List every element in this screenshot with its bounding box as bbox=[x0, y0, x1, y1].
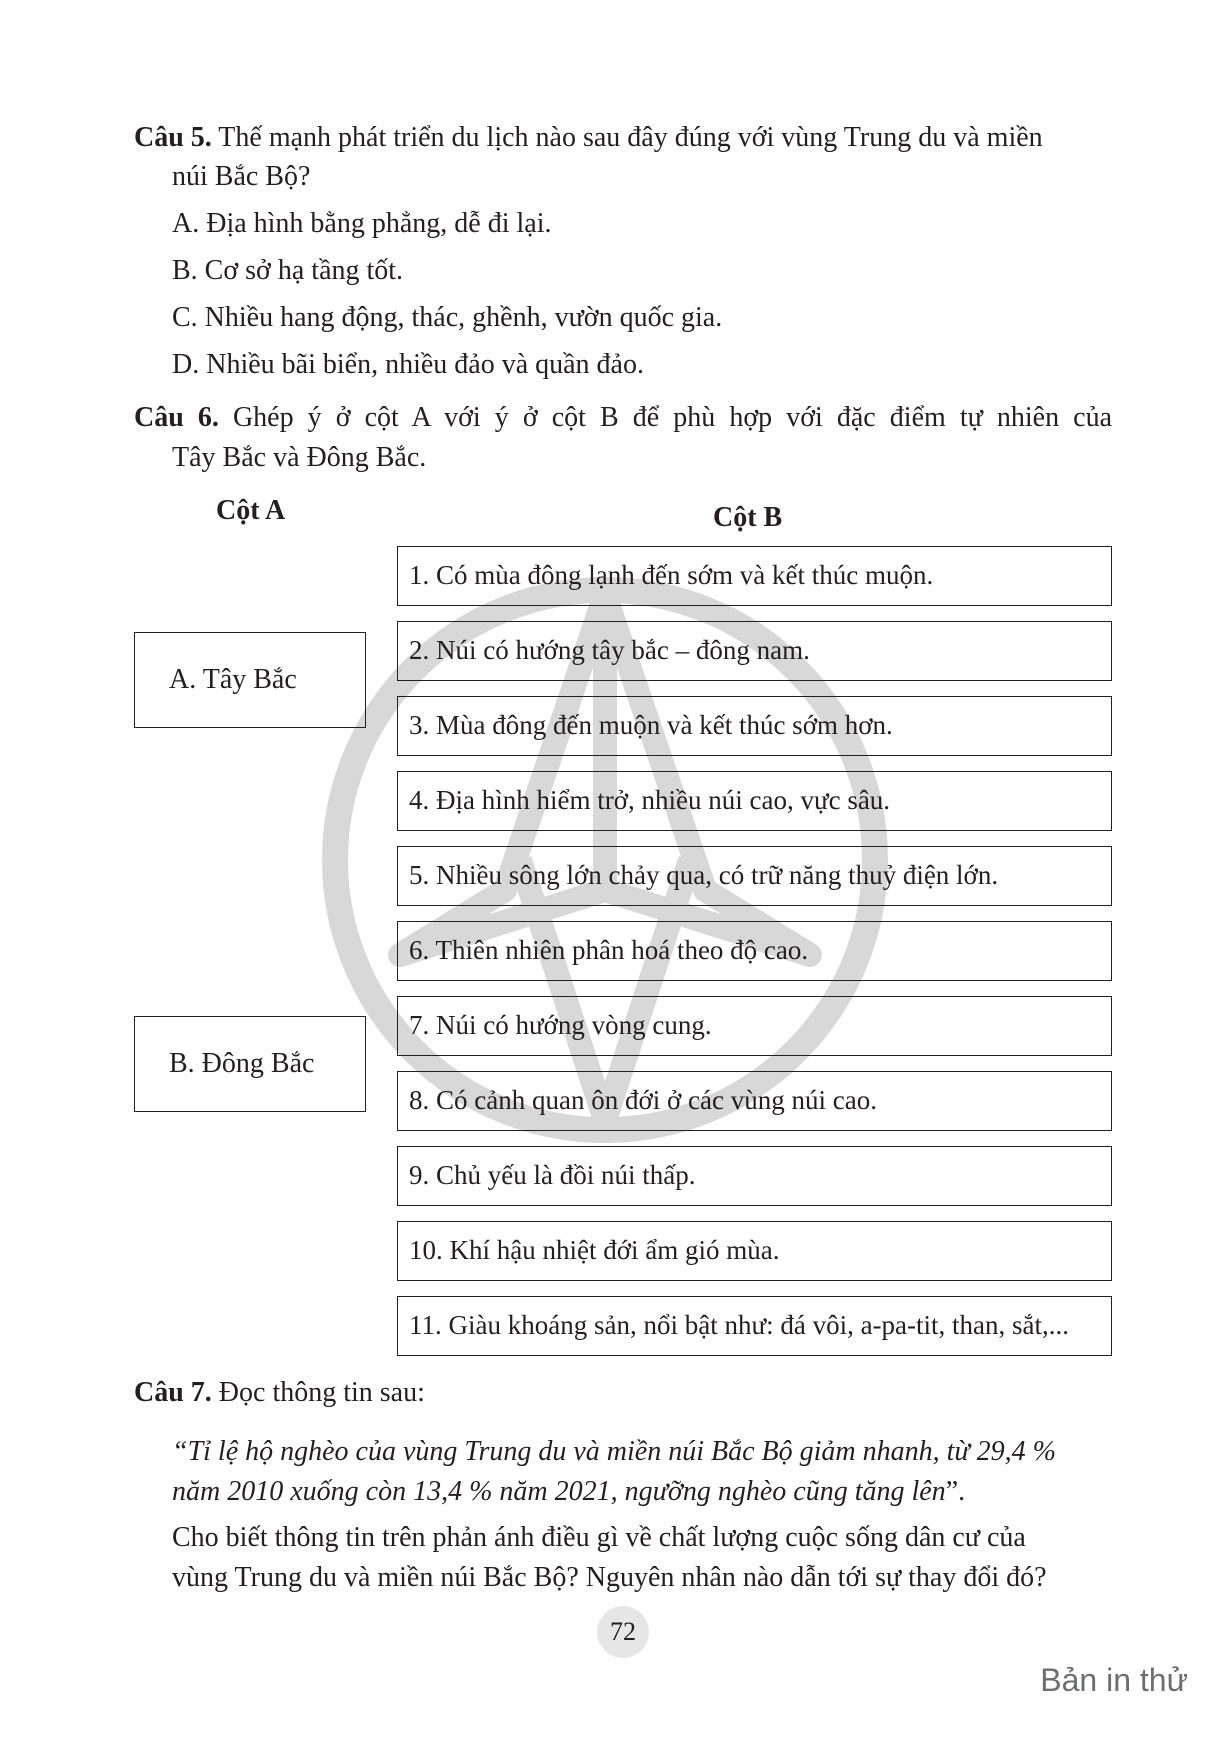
question-7-intro: Đọc thông tin sau: bbox=[218, 1377, 425, 1408]
question-7-question-line2: vùng Trung du và miền núi Bắc Bộ? Nguyên nhân nào dẫn tới sự thay đổi đó? bbox=[172, 1562, 1047, 1593]
column-b-item-9 bbox=[397, 1146, 1112, 1206]
column-b-item-label: 1. Có mùa đông lạnh đến sớm và kết thúc muộn. bbox=[409, 560, 934, 591]
question-7-line1 bbox=[134, 1375, 425, 1411]
column-b-item-label: 11. Giàu khoáng sản, nổi bật như: đá vôi, a-pa-tit, than, sắt,... bbox=[409, 1310, 1069, 1341]
question-5-label: Câu 5. bbox=[134, 122, 212, 153]
question-5-option-b: B. Cơ sở hạ tầng tốt. bbox=[172, 255, 404, 286]
column-b-item-label: 9. Chủ yếu là đồi núi thấp. bbox=[409, 1160, 696, 1191]
question-7-quote-line2 bbox=[172, 1474, 965, 1510]
question-7-quote-close: ”. bbox=[945, 1476, 966, 1507]
page-number: 72 bbox=[610, 1617, 636, 1647]
column-b-item-label: 2. Núi có hướng tây bắc – đông nam. bbox=[409, 635, 810, 666]
question-6-text-line1: Ghép ý ở cột A với ý ở cột B để phù hợp với đặc điểm tự nhiên của bbox=[232, 402, 1113, 433]
column-a-item-tay-bac bbox=[134, 632, 366, 728]
question-7-quote-line2-text: năm 2010 xuống còn 13,4 % năm 2021, ngưỡng nghèo cũng tăng lên bbox=[172, 1476, 946, 1507]
column-b-item-label: 3. Mùa đông đến muộn và kết thúc sớm hơn. bbox=[409, 710, 893, 741]
column-b-item-label: 7. Núi có hướng vòng cung. bbox=[409, 1010, 712, 1041]
question-6-label: Câu 6. bbox=[134, 402, 219, 433]
column-b-item-10 bbox=[397, 1221, 1112, 1281]
question-5-text-line1: Thế mạnh phát triển du lịch nào sau đây đúng với vùng Trung du và miền bbox=[218, 122, 1043, 153]
question-5-option-a: A. Địa hình bằng phẳng, dễ đi lại. bbox=[172, 208, 552, 239]
print-proof-mark: Bản in thử bbox=[1040, 1662, 1188, 1698]
column-b-item-1 bbox=[397, 546, 1112, 606]
column-b-item-label: 6. Thiên nhiên phân hoá theo độ cao. bbox=[409, 935, 809, 966]
column-a-item-label: B. Đông Bắc bbox=[169, 1047, 315, 1079]
question-6-line1 bbox=[134, 400, 1112, 436]
question-5-option-d: D. Nhiều bãi biển, nhiều đảo và quần đảo. bbox=[172, 349, 644, 380]
question-5-option-c: C. Nhiều hang động, thác, ghềnh, vườn quốc gia. bbox=[172, 302, 723, 333]
column-b-item-3 bbox=[397, 696, 1112, 756]
column-a-title: Cột A bbox=[216, 495, 286, 526]
column-a-item-dong-bac bbox=[134, 1016, 366, 1112]
column-b-item-4 bbox=[397, 771, 1112, 831]
column-b-item-7 bbox=[397, 996, 1112, 1056]
question-7-question-line1: Cho biết thông tin trên phản ánh điều gì về chất lượng cuộc sống dân cư của bbox=[172, 1522, 1026, 1553]
column-b-title: Cột B bbox=[713, 502, 783, 533]
column-b-item-label: 8. Có cảnh quan ôn đới ở các vùng núi cao. bbox=[409, 1085, 877, 1116]
question-5-text-line2: núi Bắc Bộ? bbox=[172, 161, 311, 192]
column-b-item-5 bbox=[397, 846, 1112, 906]
column-a-item-label: A. Tây Bắc bbox=[169, 663, 297, 695]
column-b-item-11 bbox=[397, 1296, 1112, 1356]
question-5-line1 bbox=[134, 120, 1112, 156]
column-b-item-6 bbox=[397, 921, 1112, 981]
question-6-text-line2: Tây Bắc và Đông Bắc. bbox=[172, 442, 427, 473]
question-7-quote-line1: “Tỉ lệ hộ nghèo của vùng Trung du và miền núi Bắc Bộ giảm nhanh, từ 29,4 % bbox=[172, 1436, 1056, 1467]
column-b-item-label: 10. Khí hậu nhiệt đới ẩm gió mùa. bbox=[409, 1235, 780, 1266]
question-7-label: Câu 7. bbox=[134, 1377, 212, 1408]
column-b-item-8 bbox=[397, 1071, 1112, 1131]
column-b-item-2 bbox=[397, 621, 1112, 681]
column-b-item-label: 5. Nhiều sông lớn chảy qua, có trữ năng thuỷ điện lớn. bbox=[409, 860, 999, 891]
column-b-item-label: 4. Địa hình hiểm trở, nhiều núi cao, vực sâu. bbox=[409, 785, 891, 816]
